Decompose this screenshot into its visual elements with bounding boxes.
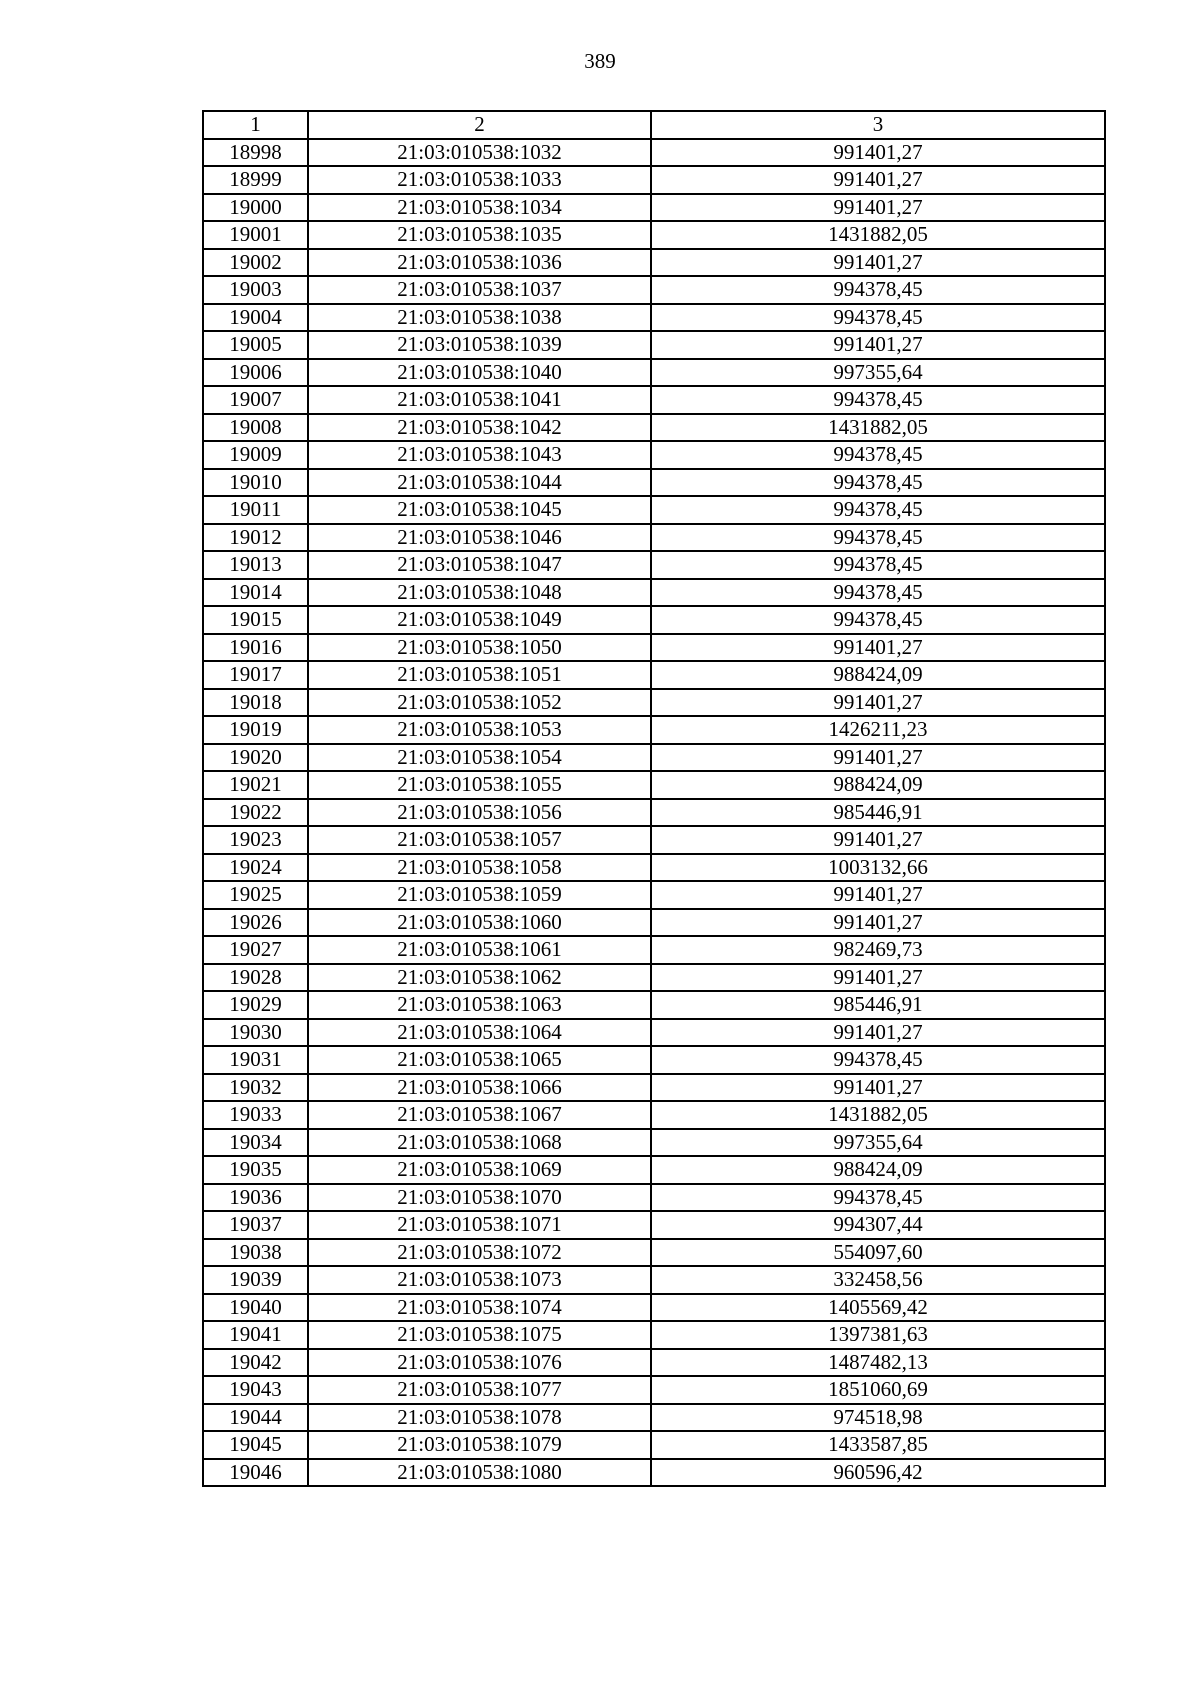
- table-row: [203, 276, 1105, 304]
- row-number-cell: 18998: [203, 139, 308, 167]
- table-row: [203, 1266, 1105, 1294]
- table-header-row: [203, 111, 1105, 139]
- cadastral-value-cell: 988424,09: [651, 771, 1105, 799]
- cadastral-value-cell: 994378,45: [651, 276, 1105, 304]
- row-number-cell: 19045: [203, 1431, 308, 1459]
- table-row: [203, 1019, 1105, 1047]
- row-number-cell: 19013: [203, 551, 308, 579]
- cadastral-number-cell: 21:03:010538:1077: [308, 1376, 651, 1404]
- cadastral-number-cell: 21:03:010538:1056: [308, 799, 651, 827]
- cadastral-value-cell: 991401,27: [651, 249, 1105, 277]
- cadastral-number-cell: 21:03:010538:1063: [308, 991, 651, 1019]
- row-number-cell: 19037: [203, 1211, 308, 1239]
- row-number-cell: 19000: [203, 194, 308, 222]
- cadastral-number-cell: 21:03:010538:1041: [308, 386, 651, 414]
- cadastral-value-cell: 988424,09: [651, 1156, 1105, 1184]
- row-number-cell: 19042: [203, 1349, 308, 1377]
- row-number-cell: 19010: [203, 469, 308, 497]
- cadastral-number-cell: 21:03:010538:1073: [308, 1266, 651, 1294]
- table-row: [203, 1321, 1105, 1349]
- table-row: [203, 496, 1105, 524]
- cadastral-value-table: [202, 110, 1106, 1487]
- cadastral-value-cell: 994378,45: [651, 496, 1105, 524]
- row-number-cell: 19004: [203, 304, 308, 332]
- row-number-cell: 19046: [203, 1459, 308, 1487]
- cadastral-value-cell: 994307,44: [651, 1211, 1105, 1239]
- cadastral-value-cell: 991401,27: [651, 634, 1105, 662]
- table-row: [203, 909, 1105, 937]
- cadastral-number-cell: 21:03:010538:1074: [308, 1294, 651, 1322]
- row-number-cell: 18999: [203, 166, 308, 194]
- column-header-1: 1: [203, 111, 308, 139]
- row-number-cell: 19032: [203, 1074, 308, 1102]
- row-number-cell: 19009: [203, 441, 308, 469]
- row-number-cell: 19034: [203, 1129, 308, 1157]
- row-number-cell: 19026: [203, 909, 308, 937]
- row-number-cell: 19029: [203, 991, 308, 1019]
- cadastral-value-cell: 991401,27: [651, 331, 1105, 359]
- cadastral-value-cell: 991401,27: [651, 194, 1105, 222]
- row-number-cell: 19016: [203, 634, 308, 662]
- cadastral-number-cell: 21:03:010538:1066: [308, 1074, 651, 1102]
- table-row: [203, 1156, 1105, 1184]
- cadastral-number-cell: 21:03:010538:1050: [308, 634, 651, 662]
- table-row: [203, 1294, 1105, 1322]
- row-number-cell: 19020: [203, 744, 308, 772]
- table-row: [203, 1431, 1105, 1459]
- cadastral-value-cell: 974518,98: [651, 1404, 1105, 1432]
- table-row: [203, 524, 1105, 552]
- column-header-3: 3: [651, 111, 1105, 139]
- cadastral-value-cell: 988424,09: [651, 661, 1105, 689]
- row-number-cell: 19001: [203, 221, 308, 249]
- row-number-cell: 19014: [203, 579, 308, 607]
- table-row: [203, 606, 1105, 634]
- row-number-cell: 19005: [203, 331, 308, 359]
- row-number-cell: 19008: [203, 414, 308, 442]
- table-row: [203, 826, 1105, 854]
- cadastral-number-cell: 21:03:010538:1034: [308, 194, 651, 222]
- cadastral-number-cell: 21:03:010538:1049: [308, 606, 651, 634]
- cadastral-value-cell: 997355,64: [651, 1129, 1105, 1157]
- cadastral-number-cell: 21:03:010538:1064: [308, 1019, 651, 1047]
- cadastral-value-cell: 1851060,69: [651, 1376, 1105, 1404]
- table-row: [203, 964, 1105, 992]
- row-number-cell: 19028: [203, 964, 308, 992]
- table-row: [203, 881, 1105, 909]
- cadastral-value-cell: 994378,45: [651, 579, 1105, 607]
- row-number-cell: 19021: [203, 771, 308, 799]
- row-number-cell: 19007: [203, 386, 308, 414]
- cadastral-number-cell: 21:03:010538:1039: [308, 331, 651, 359]
- cadastral-value-cell: 994378,45: [651, 524, 1105, 552]
- table-row: [203, 1239, 1105, 1267]
- cadastral-value-cell: 994378,45: [651, 386, 1105, 414]
- table-row: [203, 579, 1105, 607]
- row-number-cell: 19038: [203, 1239, 308, 1267]
- cadastral-value-cell: 991401,27: [651, 166, 1105, 194]
- cadastral-value-cell: 991401,27: [651, 909, 1105, 937]
- cadastral-value-cell: 994378,45: [651, 469, 1105, 497]
- cadastral-number-cell: 21:03:010538:1036: [308, 249, 651, 277]
- cadastral-value-cell: 997355,64: [651, 359, 1105, 387]
- cadastral-value-cell: 1431882,05: [651, 221, 1105, 249]
- cadastral-number-cell: 21:03:010538:1040: [308, 359, 651, 387]
- table-header: [203, 111, 1105, 139]
- table-body: [203, 139, 1105, 1487]
- cadastral-number-cell: 21:03:010538:1065: [308, 1046, 651, 1074]
- cadastral-number-cell: 21:03:010538:1043: [308, 441, 651, 469]
- row-number-cell: 19033: [203, 1101, 308, 1129]
- cadastral-value-cell: 994378,45: [651, 551, 1105, 579]
- cadastral-number-cell: 21:03:010538:1032: [308, 139, 651, 167]
- row-number-cell: 19003: [203, 276, 308, 304]
- table-row: [203, 991, 1105, 1019]
- row-number-cell: 19040: [203, 1294, 308, 1322]
- cadastral-value-cell: 332458,56: [651, 1266, 1105, 1294]
- cadastral-number-cell: 21:03:010538:1076: [308, 1349, 651, 1377]
- cadastral-number-cell: 21:03:010538:1053: [308, 716, 651, 744]
- cadastral-number-cell: 21:03:010538:1061: [308, 936, 651, 964]
- cadastral-number-cell: 21:03:010538:1057: [308, 826, 651, 854]
- table-row: [203, 1184, 1105, 1212]
- cadastral-value-cell: 994378,45: [651, 441, 1105, 469]
- table-row: [203, 854, 1105, 882]
- row-number-cell: 19023: [203, 826, 308, 854]
- cadastral-number-cell: 21:03:010538:1044: [308, 469, 651, 497]
- cadastral-number-cell: 21:03:010538:1069: [308, 1156, 651, 1184]
- cadastral-value-cell: 1003132,66: [651, 854, 1105, 882]
- column-header-2: 2: [308, 111, 651, 139]
- table-row: [203, 304, 1105, 332]
- cadastral-number-cell: 21:03:010538:1055: [308, 771, 651, 799]
- table-row: [203, 331, 1105, 359]
- cadastral-value-cell: 991401,27: [651, 964, 1105, 992]
- cadastral-value-cell: 554097,60: [651, 1239, 1105, 1267]
- table-row: [203, 799, 1105, 827]
- table-row: [203, 221, 1105, 249]
- row-number-cell: 19030: [203, 1019, 308, 1047]
- table-row: [203, 1349, 1105, 1377]
- row-number-cell: 19027: [203, 936, 308, 964]
- cadastral-number-cell: 21:03:010538:1033: [308, 166, 651, 194]
- cadastral-number-cell: 21:03:010538:1035: [308, 221, 651, 249]
- cadastral-number-cell: 21:03:010538:1054: [308, 744, 651, 772]
- cadastral-value-cell: 1431882,05: [651, 414, 1105, 442]
- cadastral-value-cell: 994378,45: [651, 1184, 1105, 1212]
- table-row: [203, 551, 1105, 579]
- cadastral-number-cell: 21:03:010538:1060: [308, 909, 651, 937]
- row-number-cell: 19017: [203, 661, 308, 689]
- cadastral-value-cell: 960596,42: [651, 1459, 1105, 1487]
- cadastral-number-cell: 21:03:010538:1058: [308, 854, 651, 882]
- table-row: [203, 1459, 1105, 1487]
- cadastral-number-cell: 21:03:010538:1071: [308, 1211, 651, 1239]
- cadastral-value-cell: 1487482,13: [651, 1349, 1105, 1377]
- table-row: [203, 1404, 1105, 1432]
- table-row: [203, 689, 1105, 717]
- table-row: [203, 744, 1105, 772]
- row-number-cell: 19043: [203, 1376, 308, 1404]
- cadastral-number-cell: 21:03:010538:1067: [308, 1101, 651, 1129]
- cadastral-number-cell: 21:03:010538:1042: [308, 414, 651, 442]
- cadastral-number-cell: 21:03:010538:1046: [308, 524, 651, 552]
- table-row: [203, 469, 1105, 497]
- table-row: [203, 634, 1105, 662]
- table-row: [203, 359, 1105, 387]
- row-number-cell: 19011: [203, 496, 308, 524]
- cadastral-value-cell: 994378,45: [651, 606, 1105, 634]
- row-number-cell: 19031: [203, 1046, 308, 1074]
- row-number-cell: 19018: [203, 689, 308, 717]
- cadastral-number-cell: 21:03:010538:1048: [308, 579, 651, 607]
- table-row: [203, 1046, 1105, 1074]
- table-row: [203, 194, 1105, 222]
- table-row: [203, 661, 1105, 689]
- table-row: [203, 414, 1105, 442]
- table-row: [203, 771, 1105, 799]
- cadastral-number-cell: 21:03:010538:1080: [308, 1459, 651, 1487]
- table-row: [203, 166, 1105, 194]
- table-row: [203, 441, 1105, 469]
- table-row: [203, 1074, 1105, 1102]
- cadastral-number-cell: 21:03:010538:1038: [308, 304, 651, 332]
- table-row: [203, 716, 1105, 744]
- table-row: [203, 1101, 1105, 1129]
- cadastral-number-cell: 21:03:010538:1075: [308, 1321, 651, 1349]
- table-row: [203, 1211, 1105, 1239]
- row-number-cell: 19019: [203, 716, 308, 744]
- cadastral-number-cell: 21:03:010538:1079: [308, 1431, 651, 1459]
- row-number-cell: 19024: [203, 854, 308, 882]
- cadastral-number-cell: 21:03:010538:1068: [308, 1129, 651, 1157]
- cadastral-value-cell: 991401,27: [651, 139, 1105, 167]
- row-number-cell: 19002: [203, 249, 308, 277]
- cadastral-number-cell: 21:03:010538:1047: [308, 551, 651, 579]
- cadastral-value-cell: 985446,91: [651, 799, 1105, 827]
- cadastral-number-cell: 21:03:010538:1070: [308, 1184, 651, 1212]
- cadastral-number-cell: 21:03:010538:1045: [308, 496, 651, 524]
- cadastral-value-cell: 1426211,23: [651, 716, 1105, 744]
- cadastral-value-cell: 991401,27: [651, 826, 1105, 854]
- table-row: [203, 249, 1105, 277]
- row-number-cell: 19012: [203, 524, 308, 552]
- cadastral-value-cell: 991401,27: [651, 1074, 1105, 1102]
- row-number-cell: 19035: [203, 1156, 308, 1184]
- cadastral-number-cell: 21:03:010538:1051: [308, 661, 651, 689]
- row-number-cell: 19022: [203, 799, 308, 827]
- table-row: [203, 1129, 1105, 1157]
- cadastral-value-cell: 985446,91: [651, 991, 1105, 1019]
- cadastral-number-cell: 21:03:010538:1062: [308, 964, 651, 992]
- row-number-cell: 19041: [203, 1321, 308, 1349]
- cadastral-value-cell: 1431882,05: [651, 1101, 1105, 1129]
- cadastral-value-cell: 991401,27: [651, 1019, 1105, 1047]
- cadastral-value-cell: 1405569,42: [651, 1294, 1105, 1322]
- cadastral-value-cell: 991401,27: [651, 744, 1105, 772]
- row-number-cell: 19036: [203, 1184, 308, 1212]
- cadastral-value-cell: 994378,45: [651, 304, 1105, 332]
- row-number-cell: 19015: [203, 606, 308, 634]
- row-number-cell: 19025: [203, 881, 308, 909]
- cadastral-number-cell: 21:03:010538:1037: [308, 276, 651, 304]
- row-number-cell: 19006: [203, 359, 308, 387]
- table-row: [203, 936, 1105, 964]
- cadastral-value-cell: 991401,27: [651, 881, 1105, 909]
- cadastral-number-cell: 21:03:010538:1072: [308, 1239, 651, 1267]
- cadastral-value-cell: 991401,27: [651, 689, 1105, 717]
- row-number-cell: 19044: [203, 1404, 308, 1432]
- table-row: [203, 386, 1105, 414]
- cadastral-value-cell: 982469,73: [651, 936, 1105, 964]
- row-number-cell: 19039: [203, 1266, 308, 1294]
- cadastral-value-cell: 994378,45: [651, 1046, 1105, 1074]
- cadastral-number-cell: 21:03:010538:1052: [308, 689, 651, 717]
- page-number: 389: [584, 49, 616, 73]
- cadastral-value-cell: 1397381,63: [651, 1321, 1105, 1349]
- cadastral-value-cell: 1433587,85: [651, 1431, 1105, 1459]
- table-row: [203, 139, 1105, 167]
- cadastral-number-cell: 21:03:010538:1059: [308, 881, 651, 909]
- cadastral-number-cell: 21:03:010538:1078: [308, 1404, 651, 1432]
- table-row: [203, 1376, 1105, 1404]
